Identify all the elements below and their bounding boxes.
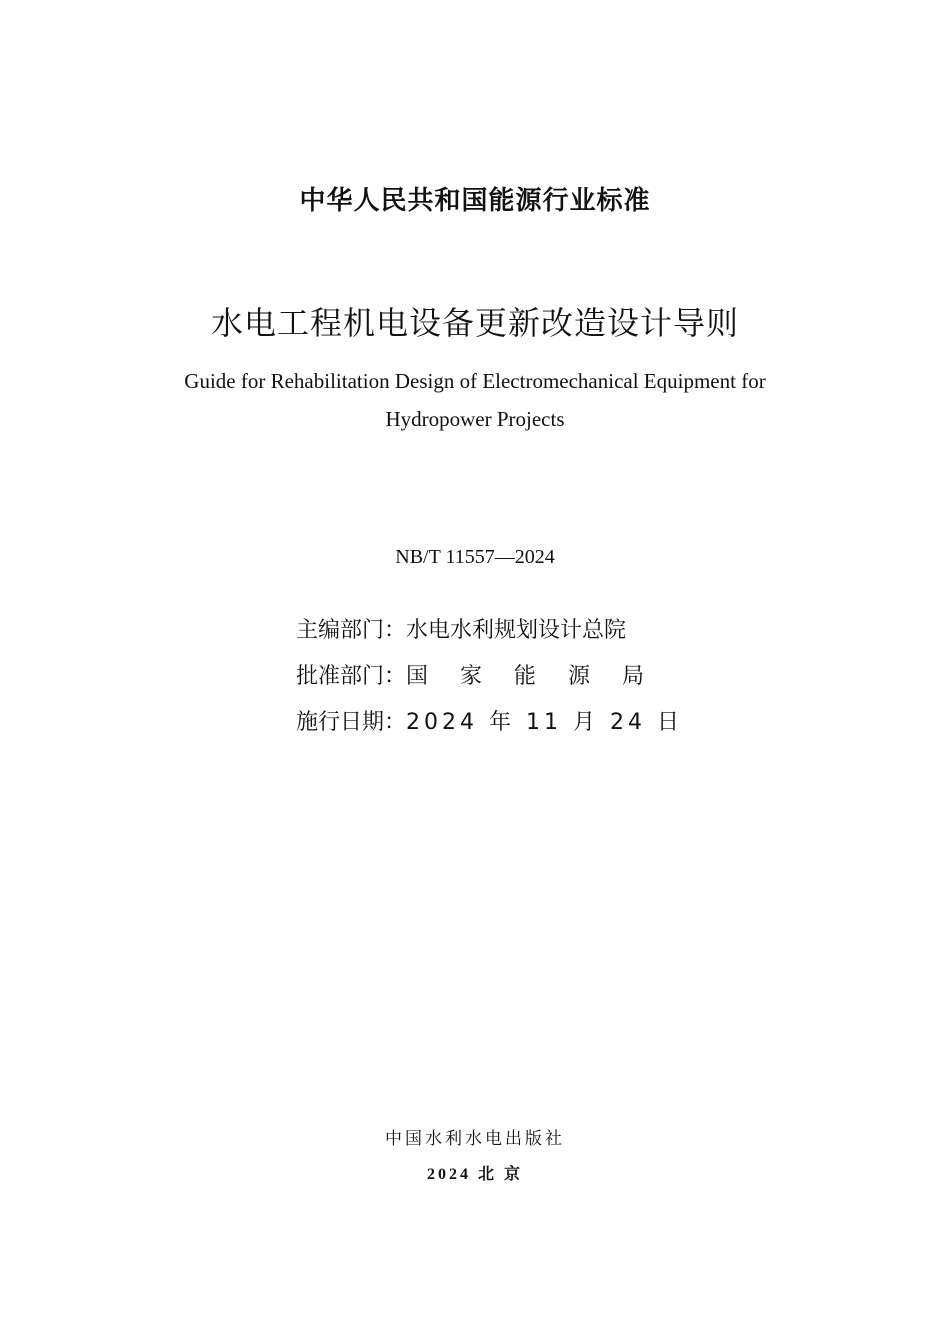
document-title-en-line2: Hydropower Projects xyxy=(385,407,565,431)
approver-label: 批准部门： xyxy=(296,663,407,689)
info-block xyxy=(296,605,683,743)
effective-date-value: 2024 年 11 月 24 日 xyxy=(406,709,683,735)
approver-char: 局 xyxy=(621,663,644,689)
document-title-en xyxy=(0,362,950,438)
approver-value xyxy=(406,659,644,690)
editor-value: 水电水利规划设计总院 xyxy=(406,617,627,643)
publisher-name: 中国水利水电出版社 xyxy=(385,1129,565,1149)
standard-category: 中华人民共和国能源行业标准 xyxy=(299,186,651,216)
document-title-zh: 水电工程机电设备更新改造设计导则 xyxy=(210,304,739,342)
publication-year-city: 2024 北 京 xyxy=(426,1166,523,1183)
approver-char: 家 xyxy=(460,663,483,689)
standard-number: NB/T 11557—2024 xyxy=(395,546,555,568)
editor-label: 主编部门： xyxy=(296,617,407,643)
editor-row xyxy=(296,605,676,651)
effective-date-label: 施行日期： xyxy=(296,709,407,735)
approver-char: 能 xyxy=(513,663,536,689)
approver-row xyxy=(296,651,676,697)
document-title-en-line1: Guide for Rehabilitation Design of Electromechanical Equipment for xyxy=(184,369,766,393)
effective-date-row xyxy=(296,697,683,743)
approver-char: 国 xyxy=(406,663,429,689)
approver-char: 源 xyxy=(567,663,590,689)
